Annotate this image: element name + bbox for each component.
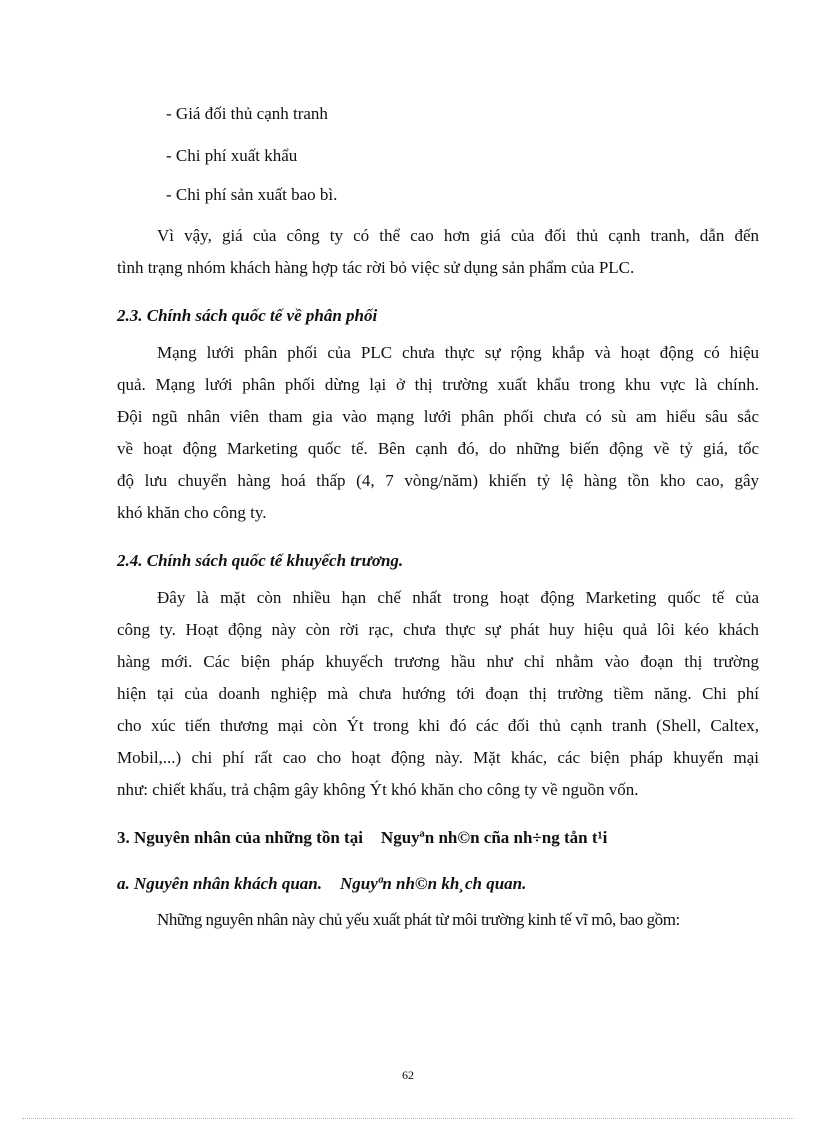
bullet-export-cost: - Chi phí xuất khẩu	[166, 146, 298, 165]
page-number: 62	[402, 1068, 414, 1082]
bullet-packaging-cost: - Chi phí sản xuất bao bì.	[166, 185, 338, 204]
heading-text: a. Nguyên nhân khách quan.	[117, 874, 323, 893]
paragraph-line: Vì vậy, giá của công ty có thể cao hơn giá của đối thủ cạnh tranh, dẫn đến	[157, 226, 759, 245]
heading-garbled-text: Nguyªn nh©n cña nh÷ng tån t¹i	[380, 828, 608, 847]
paragraph-line: Đây là mặt còn nhiều hạn chế nhất trong hoạt động Marketing quốc tế của	[157, 588, 759, 607]
paragraph-line: cho xúc tiến thương mại còn Ýt trong khi đó các đối thủ cạnh tranh (Shell, Caltex,	[117, 716, 759, 735]
paragraph-line: Mạng lưới phân phối của PLC chưa thực sự rộng khắp và hoạt động có hiệu	[157, 343, 759, 362]
paragraph-line: công ty. Hoạt động này còn rời rạc, chưa thực sự phát huy hiệu quả lôi kéo khách	[117, 620, 759, 639]
bullet-competitor-price: - Giá đối thủ cạnh tranh	[166, 104, 328, 123]
paragraph-line: hàng mới. Các biện pháp khuyếch trương hầu như chỉ nhằm vào đoạn thị trường	[117, 652, 759, 671]
paragraph-line: Đội ngũ nhân viên tham gia vào mạng lưới phân phối chưa có sù am hiểu sâu sắc	[117, 407, 759, 426]
paragraph-line: về hoạt động Marketing quốc tế. Bên cạnh đó, do những biến động về tỷ giá, tốc	[117, 439, 759, 458]
heading-promotion-policy: 2.4. Chính sách quốc tế khuyếch trương.	[117, 551, 404, 570]
paragraph-line: độ lưu chuyển hàng hoá thấp (4, 7 vòng/năm) khiến tỷ lệ hàng tồn kho cao, gây	[117, 471, 759, 490]
heading-distribution-policy: 2.3. Chính sách quốc tế về phân phối	[117, 306, 378, 325]
page-bottom-rule	[22, 1118, 794, 1119]
heading-text: 3. Nguyên nhân của những tồn tại	[117, 828, 363, 847]
paragraph-line: hiện tại của doanh nghiệp mà chưa hướng tới đoạn thị trường tiềm năng. Chi phí	[117, 684, 759, 703]
heading-causes-of-shortcomings	[117, 827, 759, 849]
paragraph-line: Mobil,...) chi phí rất cao cho hoạt động này. Mặt khác, các biện pháp khuyến mại	[117, 748, 759, 767]
paragraph-line: tình trạng nhóm khách hàng hợp tác rời bỏ việc sử dụng sản phẩm của PLC.	[117, 258, 635, 277]
paragraph-line: khó khăn cho công ty.	[117, 503, 267, 522]
paragraph-line: Những nguyên nhân này chủ yếu xuất phát từ môi trường kinh tế vĩ mô, bao gồm:	[157, 910, 680, 929]
heading-garbled-text: Nguyªn nh©n kh¸ch quan.	[340, 874, 527, 893]
paragraph-line: như: chiết khấu, trả chậm gây không Ýt khó khăn cho công ty về nguồn vốn.	[117, 780, 639, 799]
paragraph-line: quả. Mạng lưới phân phối dừng lại ở thị trường xuất khẩu trong khu vực là chính.	[117, 375, 759, 394]
heading-objective-causes	[117, 873, 759, 895]
